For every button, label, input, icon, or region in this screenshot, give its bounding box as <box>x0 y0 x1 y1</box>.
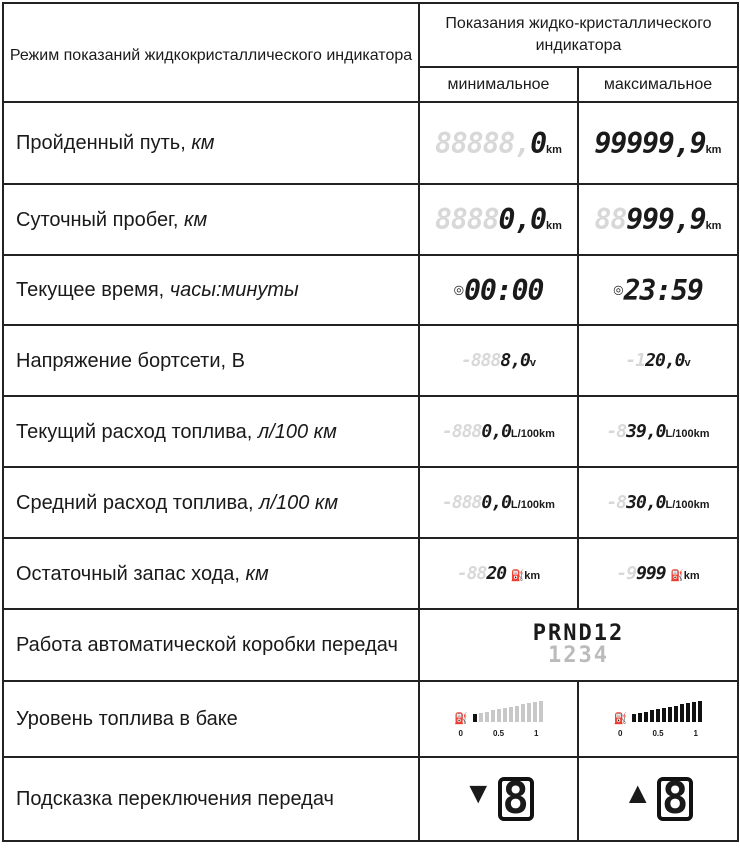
fuel-bar-segment <box>503 708 507 722</box>
table-row <box>3 184 738 255</box>
table-row <box>3 325 738 396</box>
fuel-bar-segment <box>509 707 513 722</box>
fuel-bar-segment <box>632 714 636 722</box>
table-row <box>3 467 738 538</box>
fuel-pump-icon: ⛽ <box>613 713 628 725</box>
row-label: Напряжение бортсети, В <box>3 325 419 396</box>
lcd-max: -9999 ⛽km <box>578 538 738 609</box>
fuel-bar-segment <box>662 708 666 722</box>
row-label: Текущее время, часы:минуты <box>3 255 419 325</box>
lcd-max: ▲ 8 <box>578 757 738 841</box>
header-max: максимальное <box>578 67 738 102</box>
clock-icon: ◎ <box>613 282 624 297</box>
lcd-max: ◎23:59 <box>578 255 738 325</box>
row-label: Работа автоматической коробки передач <box>3 609 419 681</box>
fuel-bar-segment <box>698 701 702 722</box>
table-row <box>3 538 738 609</box>
lcd-min: -8880,0L/100km <box>419 396 578 467</box>
row-label: Уровень топлива в баке <box>3 681 419 757</box>
lcd-min: ◎00:00 <box>419 255 578 325</box>
lcd-min: 88888,0km <box>419 102 578 184</box>
fuel-bar-segment <box>656 709 660 722</box>
fuel-bar-segment <box>497 709 501 722</box>
lcd-min: -8880,0L/100km <box>419 467 578 538</box>
fuel-pump-icon: ⛽ <box>454 713 469 725</box>
fuel-pump-icon: ⛽ <box>670 570 684 582</box>
row-label: Подсказка переключения передач <box>3 757 419 841</box>
row-label: Суточный пробег, км <box>3 184 419 255</box>
fuel-bar-segment <box>644 712 648 722</box>
fuel-bar-segment <box>539 701 543 722</box>
clock-icon: ◎ <box>453 282 465 297</box>
lcd-min: ⛽ 0 0.5 1 <box>419 681 578 757</box>
lcd-min: ▼ 8 <box>419 757 578 841</box>
lcd-min: -8820 ⛽km <box>419 538 578 609</box>
header-min: минимальное <box>419 67 578 102</box>
row-label: Пройденный путь, км <box>3 102 419 184</box>
lcd-min: -8888,0v <box>419 325 578 396</box>
fuel-bar-segment <box>491 710 495 722</box>
fuel-bar-segment <box>638 713 642 722</box>
row-label: Остаточный запас хода, км <box>3 538 419 609</box>
fuel-bar-segment <box>668 707 672 722</box>
header-readings: Показания жидко-кристаллического индикатора <box>419 3 738 67</box>
fuel-bar-segment <box>674 706 678 722</box>
fuel-bar-segment <box>527 703 531 722</box>
table-row <box>3 255 738 325</box>
lcd-gearbox: PRND12 1234 <box>419 609 738 681</box>
table-row <box>3 757 738 841</box>
fuel-bar-segment <box>692 702 696 722</box>
fuel-bar-segment <box>533 702 537 722</box>
fuel-bar-segment <box>521 704 525 722</box>
indicator-table <box>2 2 739 842</box>
lcd-min: 88880,0km <box>419 184 578 255</box>
header-mode: Режим показаний жидкокристаллического индикатора <box>3 3 419 102</box>
fuel-bar-segment <box>515 706 519 722</box>
table-row <box>3 102 738 184</box>
fuel-bar-segment <box>686 703 690 722</box>
table-row <box>3 396 738 467</box>
lcd-max: 88999,9km <box>578 184 738 255</box>
fuel-bar-segment <box>479 713 483 722</box>
lcd-max: -830,0L/100km <box>578 467 738 538</box>
fuel-bar-segment <box>680 704 684 722</box>
fuel-pump-icon: ⛽ <box>510 570 525 582</box>
arrow-up-icon: ▲ <box>622 777 653 811</box>
table-row <box>3 681 738 757</box>
fuel-gauge-max <box>632 700 702 722</box>
lcd-max: 99999,9km <box>578 102 738 184</box>
fuel-bar-segment <box>485 712 489 722</box>
lcd-max: -839,0L/100km <box>578 396 738 467</box>
row-label: Текущий расход топлива, л/100 км <box>3 396 419 467</box>
fuel-bar-segment <box>650 710 654 722</box>
table-row <box>3 609 738 681</box>
fuel-gauge-min <box>473 700 543 722</box>
arrow-down-icon: ▼ <box>463 777 494 811</box>
fuel-bar-segment <box>473 714 477 722</box>
lcd-max: ⛽ 0 0.5 1 <box>578 681 738 757</box>
row-label: Средний расход топлива, л/100 км <box>3 467 419 538</box>
lcd-max: -120,0v <box>578 325 738 396</box>
